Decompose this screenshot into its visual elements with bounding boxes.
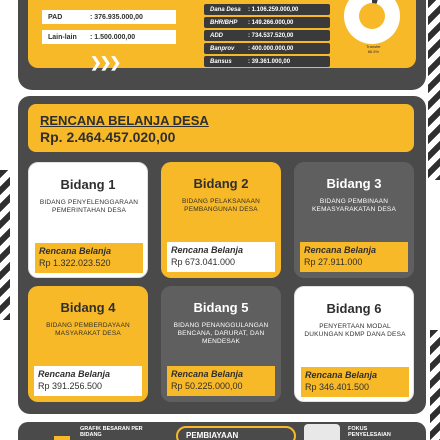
income-label: PAD: [48, 13, 63, 21]
pembiayaan-pill: [176, 426, 296, 440]
bidang-desc: PENYERTAAN MODAL DUKUNGAN KDMP DANA DESA: [304, 323, 406, 338]
pendapatan-card: [28, 0, 416, 68]
bidang-title: Bidang 2: [193, 176, 249, 191]
rencana-belanja-box: [34, 366, 142, 396]
bidang-title: Bidang 3: [326, 176, 382, 191]
decorative-stripes-right-lower: [430, 330, 440, 440]
rencana-belanja-label: Rencana Belanja: [304, 245, 377, 255]
rencana-belanja-label: Rencana Belanja: [171, 369, 244, 379]
dana-label: Bansus: [210, 58, 232, 65]
rencana-belanja-label: Rencana Belanja: [171, 245, 244, 255]
dana-value: : 734.537.520,00: [248, 32, 294, 39]
donut-label-pct: 86.5%: [367, 49, 380, 54]
chevron-right-icon: ❯❯❯: [90, 54, 120, 70]
bidang-desc: BIDANG PEMBERDAYAAN MASYARAKAT DESA: [46, 322, 130, 337]
dana-row-bhr-bhp: [204, 17, 330, 28]
rencana-title-card: [28, 104, 414, 152]
income-value: : 1.500.000,00: [90, 33, 136, 41]
bottom-panel: [18, 422, 426, 440]
rencana-belanja-value: Rp 27.911.000: [304, 257, 363, 267]
income-row-pad: [42, 10, 176, 24]
dana-label: ADD: [210, 32, 223, 39]
illustration-icon: [304, 424, 340, 440]
rencana-belanja-label: Rencana Belanja: [39, 246, 112, 256]
rencana-belanja-box: [300, 242, 408, 272]
rencana-belanja-box: [167, 242, 275, 272]
bidang-desc: BIDANG PEMBINAAN KEMASYARAKATAN DESA: [312, 198, 396, 213]
rencana-belanja-value: Rp 673.041.000: [171, 257, 236, 267]
bidang-title: Bidang 6: [326, 301, 382, 316]
bidang-desc: BIDANG PENANGGULANGAN BENCANA, DARURAT, DAN MENDESAK: [173, 322, 269, 345]
bidang-card-6: [294, 286, 414, 402]
rencana-belanja-label: Rencana Belanja: [38, 369, 111, 379]
rencana-belanja-value: Rp 391.256.500: [38, 381, 103, 391]
fokus-label: FOKUS PENYELESAIAN: [348, 426, 391, 438]
pendapatan-panel: [18, 0, 426, 90]
bidang-title: Bidang 1: [60, 177, 116, 192]
bidang-desc: BIDANG PENYELENGGARAAN PEMERINTAHAN DESA: [39, 199, 139, 214]
dana-label: Dana Desa: [210, 6, 241, 13]
grafik-label: GRAFIK BESARAN PER BIDANG: [80, 426, 143, 438]
dana-row-bansus: [204, 56, 330, 67]
bidang-card-5: [161, 286, 281, 402]
rencana-belanja-box: [35, 243, 143, 273]
dana-row-banprov: [204, 43, 330, 54]
transfer-donut-chart: [344, 0, 400, 44]
donut-label-name: Transfer: [366, 44, 381, 49]
bidang-desc: BIDANG PELAKSANAAN PEMBANGUNAN DESA: [181, 198, 260, 213]
income-value: : 376.935.000,00: [90, 13, 143, 21]
dana-label: Banprov: [210, 45, 235, 52]
dana-label: BHR/BHP: [210, 19, 238, 26]
rencana-title: RENCANA BELANJA DESA: [40, 113, 209, 128]
decorative-stripes-left: [0, 170, 10, 320]
rencana-belanja-panel: [18, 96, 426, 414]
dana-value: : 39.361.000,00: [248, 58, 291, 65]
rencana-belanja-value: Rp 50.225.000,00: [171, 381, 243, 391]
donut-label: [366, 44, 381, 54]
dana-value: : 400.000.000,00: [248, 45, 294, 52]
bidang-card-3: [294, 162, 414, 278]
rencana-belanja-box: [301, 367, 409, 397]
bidang-title: Bidang 5: [193, 300, 249, 315]
income-label: Lain-lain: [48, 33, 77, 41]
bar-chart-icon: [54, 436, 70, 440]
income-row-lain-lain: [42, 30, 176, 44]
bidang-card-2: [161, 162, 281, 278]
bidang-title: Bidang 4: [60, 300, 116, 315]
pembiayaan-label: PEMBIAYAAN: [186, 431, 239, 440]
bidang-card-1: [28, 162, 148, 278]
dana-row-add: [204, 30, 330, 41]
dana-value: : 149.266.000,00: [248, 19, 294, 26]
rencana-amount: Rp. 2.464.457.020,00: [40, 129, 176, 145]
rencana-belanja-box: [167, 366, 275, 396]
rencana-belanja-value: Rp 1.322.023.520: [39, 258, 111, 268]
rencana-belanja-label: Rencana Belanja: [305, 370, 378, 380]
dana-value: : 1.106.259.000,00: [248, 6, 299, 13]
dana-row-dana-desa: [204, 4, 330, 15]
rencana-belanja-value: Rp 346.401.500: [305, 382, 370, 392]
decorative-stripes-right: [428, 0, 440, 180]
bidang-card-4: [28, 286, 148, 402]
